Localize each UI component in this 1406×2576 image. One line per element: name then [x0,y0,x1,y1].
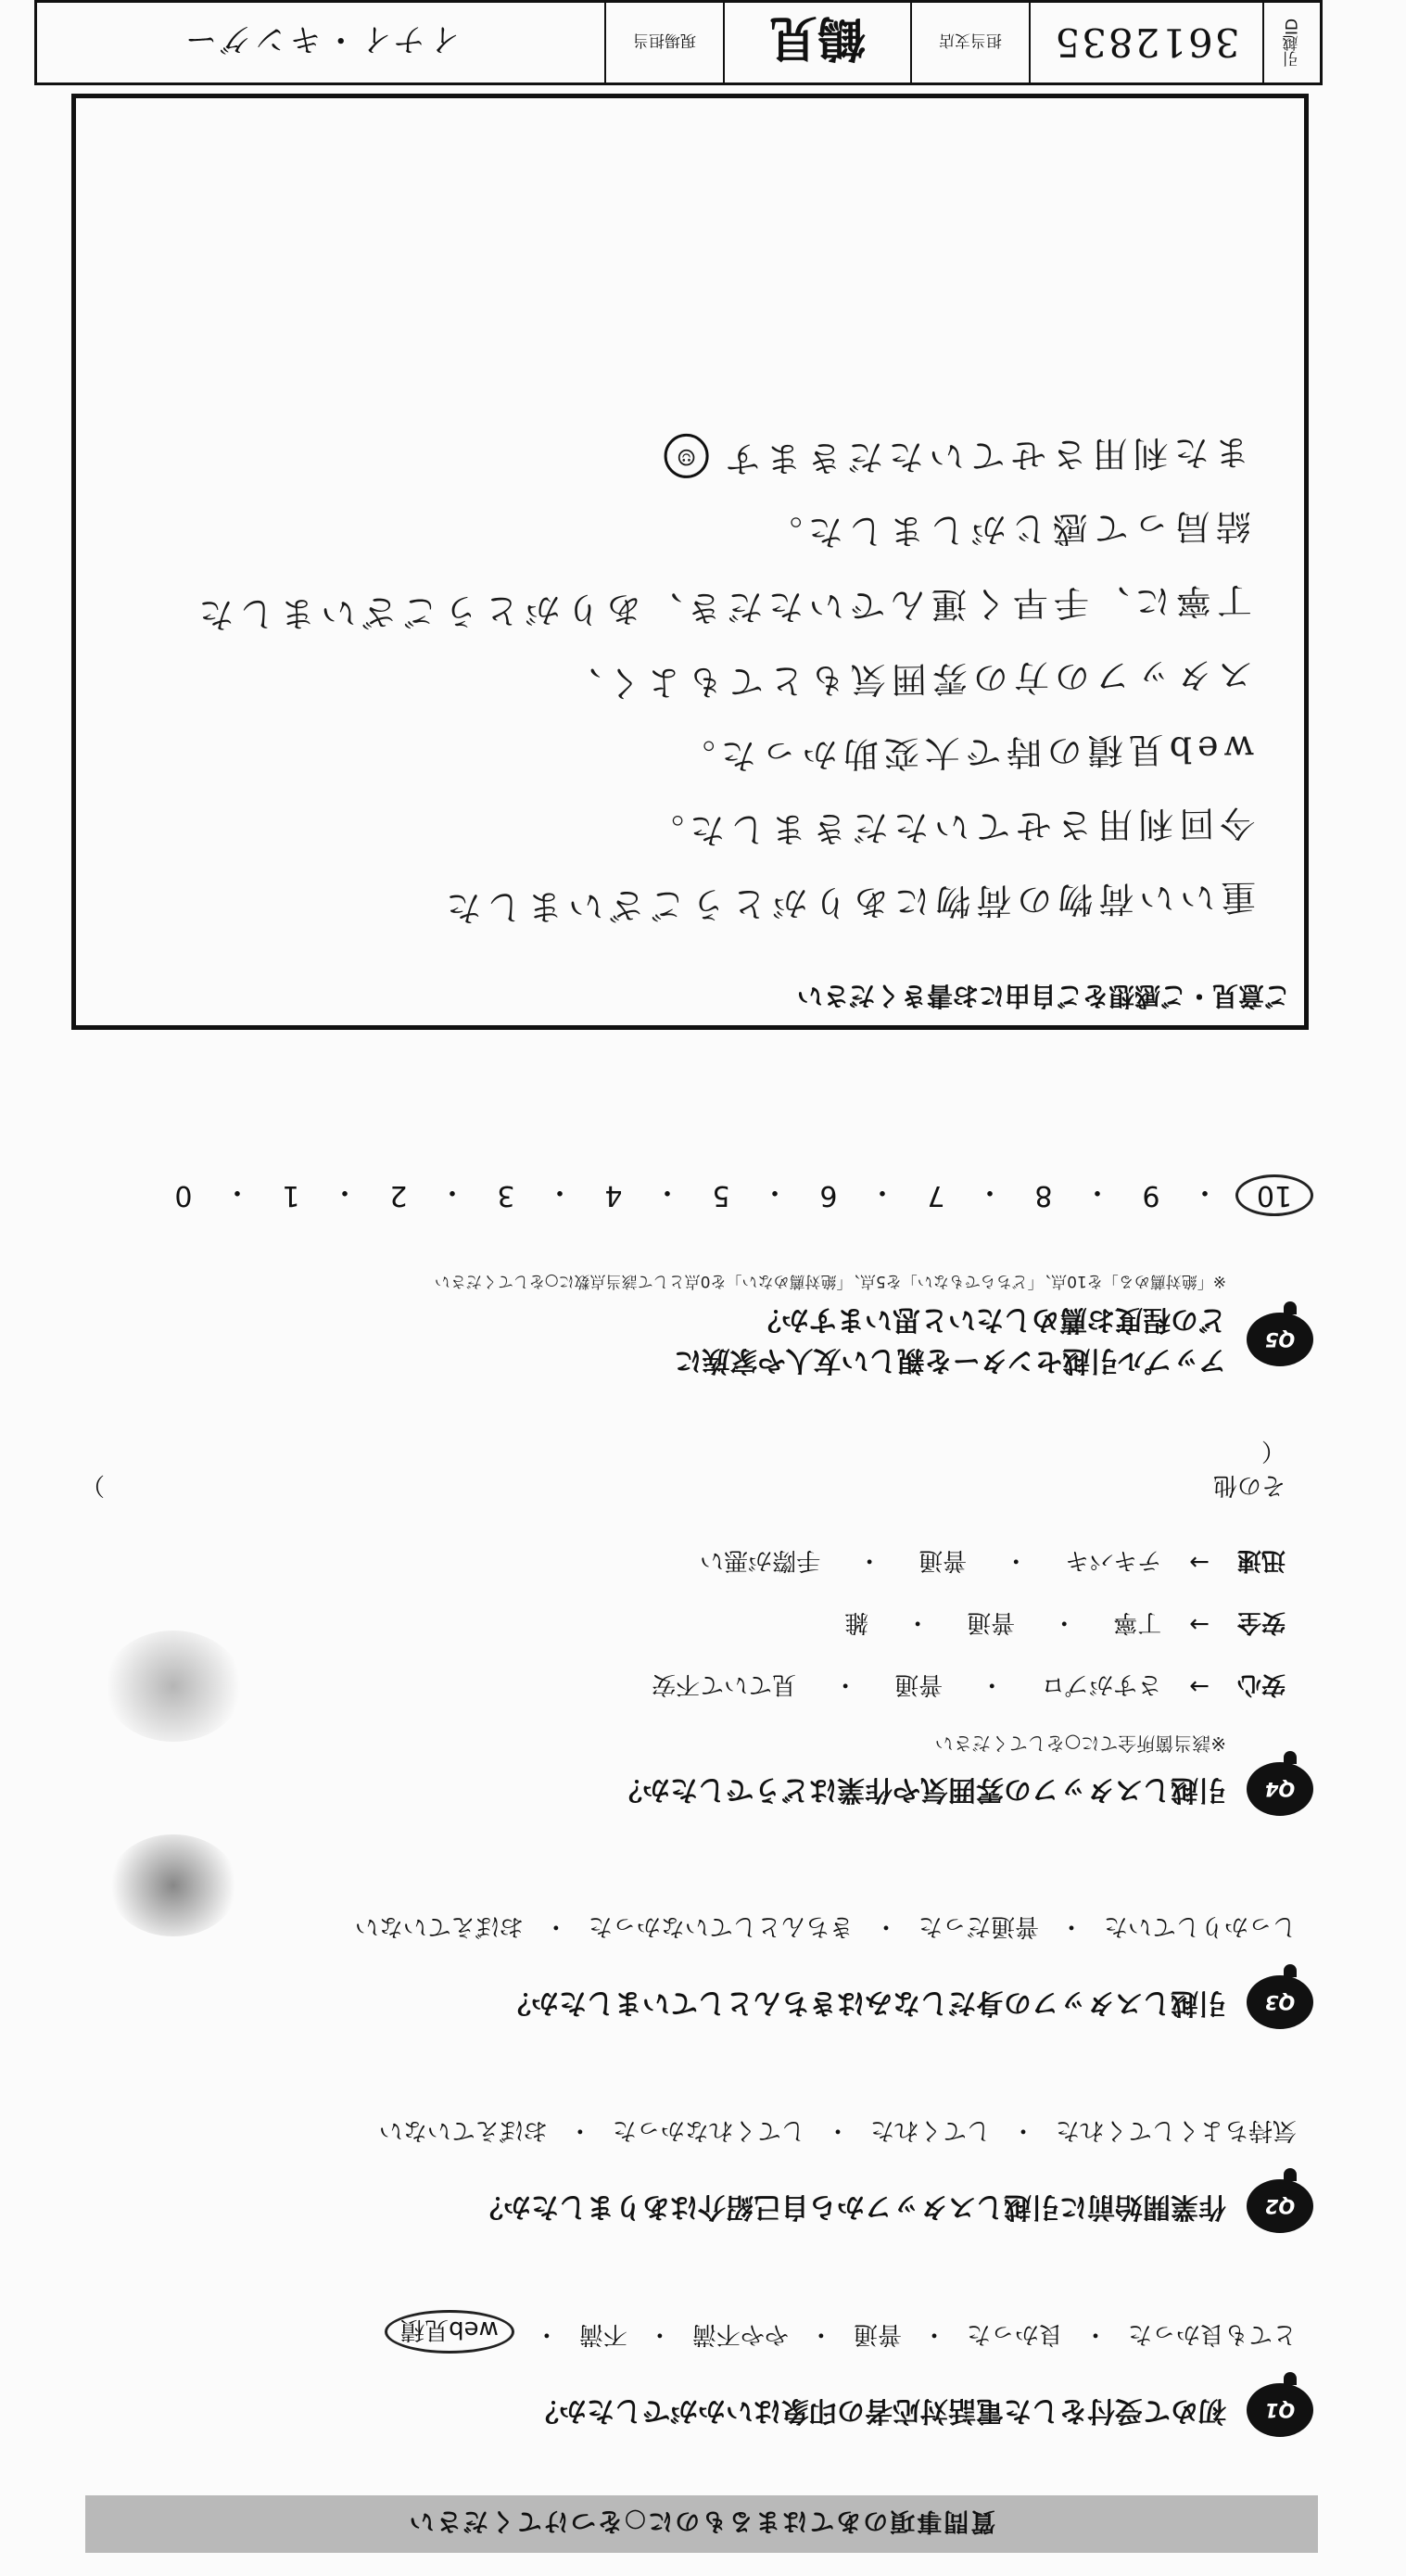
scale-separator: ・ [653,1175,681,1209]
comment-title: ご意見・ご感想をご自由にお書きください [796,981,1290,1011]
q4-option[interactable]: 手際が悪い [700,1546,821,1574]
q5-text-line1: アップル引越センターを親しい友人や家族に [674,1344,1226,1377]
q4-option-selected[interactable]: テキパキ [1065,1546,1162,1574]
question-1 [81,2310,1313,2437]
comment-line: 今回利用させていただきました。 [642,802,1256,852]
comment-line: web見積の時で大変助かった。 [674,728,1255,778]
q4-row-label: 安全 [1236,1608,1286,1636]
question-5 [81,1174,1313,1380]
q4-other-row [81,1436,1286,1504]
q5-score[interactable]: 3 [497,1179,515,1212]
q3-option[interactable]: きちんとしていなかった [588,1912,854,1940]
comment-box [71,94,1309,1030]
q4-other-close: ） [81,1471,106,1499]
q3-badge: Q3 [1247,1975,1313,2029]
q2-option-selected[interactable]: 気持ちよくしてくれた [1055,2116,1297,2144]
q1-option[interactable]: やや不満 [691,2320,789,2348]
q2-badge: Q2 [1247,2179,1313,2233]
q5-score[interactable]: 8 [1034,1179,1053,1212]
comment-line: 丁寧に、手早く運んでいただき、ありがとうございました [193,579,1253,636]
q1-option[interactable]: 良かった [966,2320,1063,2348]
q3-option[interactable]: おぼえていない [354,1912,524,1940]
q3-option-selected[interactable]: しっかりしていた [1103,1912,1297,1940]
q2-option[interactable]: してくれた [869,2116,991,2144]
question-3 [81,1911,1313,2029]
comment-line: スタッフの方の雰囲気もとてもよく、 [560,654,1254,704]
q3-option[interactable]: 普通だった [918,1912,1039,1940]
smiley-icon: ☺ [664,434,709,479]
q4-other-label: その他（ [1212,1437,1286,1499]
q2-text: 作業開始前に引越しスタッフから自己紹介はありましたか？ [475,2190,1226,2223]
arrow-icon: → [1189,1672,1210,1701]
manager-label: 現場担当 [604,3,723,82]
q5-score[interactable]: 9 [1142,1179,1160,1212]
q4-option-selected[interactable]: 丁寧 [1113,1608,1162,1636]
q4-row-anshin: 安心 → さすがプロ ・ 普通 ・ 見ていて不安 [81,1669,1286,1704]
q4-row-label: 安心 [1236,1670,1286,1698]
q5-text-line2: どの程度お薦めしたいと思いますか？ [754,1303,1226,1336]
branch-value: 鶴見 [723,3,910,82]
q5-score[interactable]: 4 [604,1179,623,1212]
branch-label: 担当支店 [910,3,1029,82]
q1-option[interactable]: 普通 [853,2320,902,2348]
q4-badge: Q4 [1247,1762,1313,1816]
q4-note: ※該当箇所全てに○をしてください [934,1732,1226,1755]
q5-score[interactable]: 2 [389,1179,408,1212]
q5-badge: Q5 [1247,1313,1313,1366]
scale-separator: ・ [546,1175,574,1209]
scale-separator: ・ [868,1175,896,1209]
q5-text [675,1299,1227,1380]
scan-smudge [104,1631,243,1742]
q4-option-selected[interactable]: さすがプロ [1041,1670,1162,1698]
q5-score-selected[interactable]: 10 [1235,1174,1313,1216]
id-label: 引越ID [1262,3,1320,82]
arrow-icon: → [1189,1548,1210,1577]
q4-row-anzen: 安全 → 丁寧 ・ 普通 ・ 雑 [81,1607,1286,1642]
q3-options: しっかりしていた ・ 普通だった ・ きちんとしていなかった ・ おぼえていない [81,1911,1297,1946]
q5-score[interactable]: 5 [712,1179,730,1212]
comment-handwriting [109,414,1257,949]
scale-separator: ・ [1191,1175,1219,1209]
q4-option[interactable]: 普通 [894,1670,944,1698]
q4-option[interactable]: 見ていて不安 [652,1670,797,1698]
q4-row-jinsoku: 迅速 → テキパキ ・ 普通 ・ 手際が悪い [81,1545,1286,1580]
scale-separator: ・ [331,1175,359,1209]
q1-badge: Q1 [1247,2383,1313,2437]
q1-option[interactable]: とても良かった [1127,2320,1297,2348]
q1-option[interactable]: 不満 [578,2320,627,2348]
scan-smudge [108,1834,238,1936]
q2-options: 気持ちよくしてくれた ・ してくれた ・ してくれなかった ・ おぼえていない [81,2115,1297,2150]
scale-separator: ・ [976,1175,1004,1209]
q5-scale [81,1174,1313,1216]
q4-option[interactable]: 雑 [844,1608,869,1636]
q5-score[interactable]: 6 [819,1179,838,1212]
q4-row-label: 迅速 [1236,1546,1286,1574]
q5-score[interactable]: 1 [282,1179,300,1212]
q4-option[interactable]: 普通 [918,1546,968,1574]
scale-separator: ・ [761,1175,789,1209]
manager-value: イナイ・キングー [181,20,461,58]
q4-option[interactable]: 普通 [967,1608,1016,1636]
comment-line: 重いい荷物の荷物にありがとうございました [440,876,1257,929]
id-value: 3612835 [1029,3,1262,82]
q4-text: 引越しスタッフの雰囲気や作業はどうでしたか？ [614,1773,1226,1806]
scale-separator: ・ [223,1175,251,1209]
q1-text: 初めて受付をした電話対応者の印象はいかがでしたか？ [531,2394,1226,2427]
q1-option-selected[interactable]: web見積 [385,2310,514,2354]
comment-line: 結局って感じがしました。 [761,505,1252,553]
q1-options: とても良かった ・ 良かった ・ 普通 ・ やや不満 ・ 不満 ・ web見積 [81,2310,1297,2354]
q3-text: 引越しスタッフの身だしなみはきちんとしていましたか？ [503,1986,1226,2019]
scale-separator: ・ [1083,1175,1111,1209]
survey-header: 質問事項のあてはまるものに○をつけてください [85,2495,1318,2553]
comment-line-text: また利用させていただきます [719,431,1250,480]
question-2 [81,2115,1313,2233]
q5-score[interactable]: 7 [927,1179,945,1212]
question-4 [81,1436,1313,1816]
info-table [34,0,1323,85]
q5-note: ※「絶対薦める」を10点、「どちらでもない」を5点、「絶対薦めない」を0点として該当点数に○をしてください [434,1272,1226,1290]
q2-option[interactable]: してくれなかった [612,2116,805,2144]
q2-option[interactable]: おぼえていない [378,2116,548,2144]
arrow-icon: → [1189,1610,1210,1639]
q5-score[interactable]: 0 [174,1179,193,1212]
scale-separator: ・ [438,1175,466,1209]
